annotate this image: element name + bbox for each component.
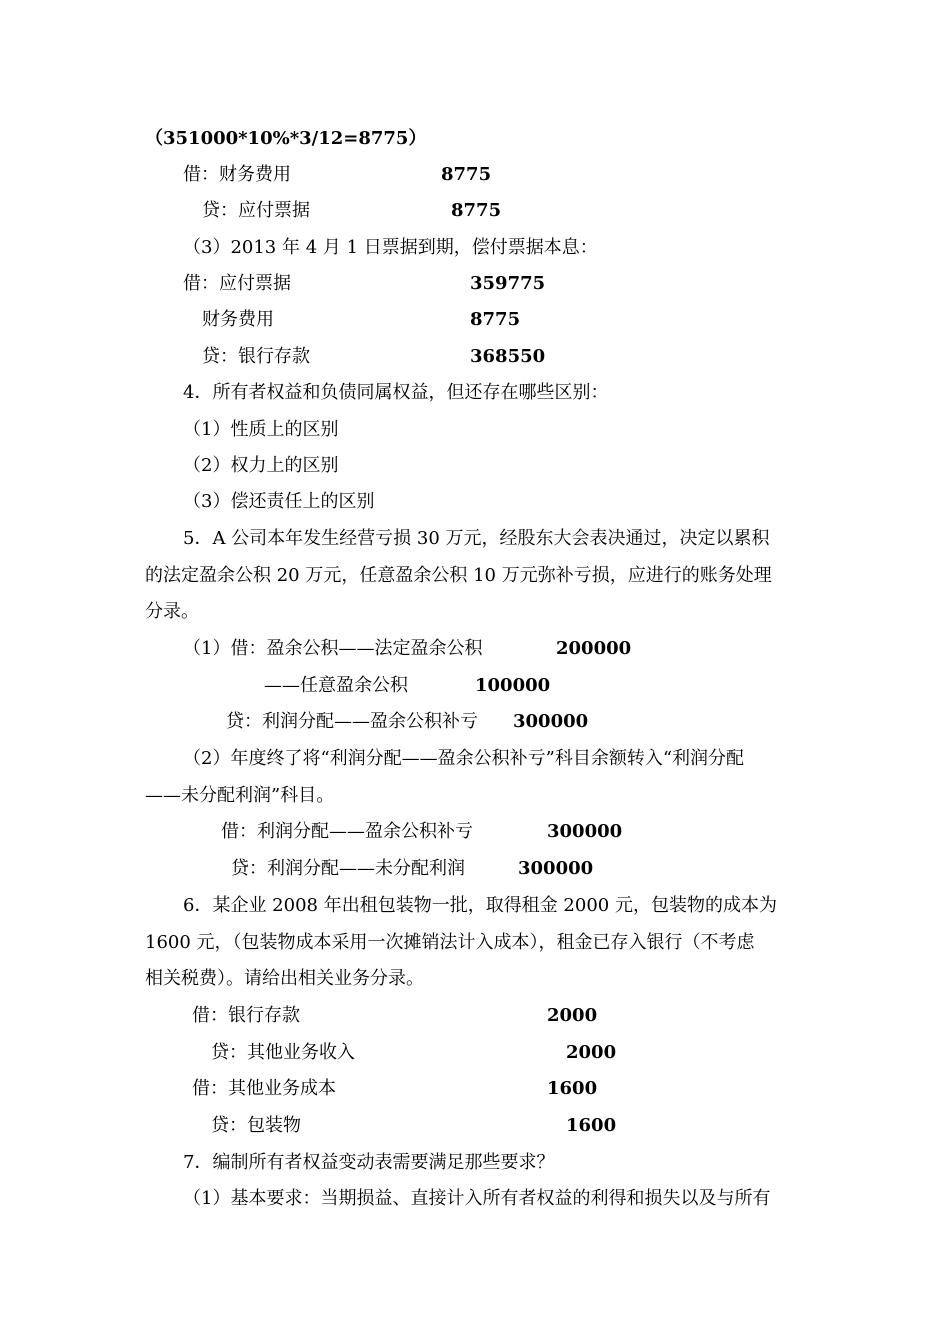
entry-credit-label: 贷：利润分配——未分配利润 bbox=[231, 858, 465, 879]
entry-debit-label: 借：其他业务成本 bbox=[192, 1078, 336, 1099]
entry-debit-label: 借：应付票据 bbox=[183, 273, 291, 294]
entry-credit-label: 贷：包装物 bbox=[211, 1115, 301, 1136]
entry-credit-amount: 300000 bbox=[518, 858, 594, 879]
entry-debit-amount: 8775 bbox=[470, 309, 521, 330]
question-heading: 7．编制所有者权益变动表需要满足那些要求？ bbox=[183, 1152, 555, 1173]
entry-debit-amount: 1600 bbox=[547, 1078, 598, 1099]
entry-debit-label: 财务费用 bbox=[202, 309, 274, 330]
entry-credit-amount: 2000 bbox=[566, 1042, 617, 1063]
entry-debit-amount: 2000 bbox=[547, 1005, 598, 1026]
entry-credit-label: 贷：应付票据 bbox=[202, 200, 310, 221]
list-item: （2）权力上的区别 bbox=[183, 455, 339, 476]
paragraph-line: 相关税费）。请给出相关业务分录。 bbox=[145, 968, 424, 989]
entry-credit-label: 贷：利润分配——盈余公积补亏 bbox=[226, 711, 478, 732]
question-heading: 6．某企业 2008 年出租包装物一批，取得租金 2000 元，包装物的成本为 bbox=[183, 895, 777, 916]
formula-line: （351000*10%*3/12=8775） bbox=[145, 128, 427, 149]
paragraph-line: （2）年度终了将“利润分配——盈余公积补亏”科目余额转入“利润分配 bbox=[183, 748, 745, 769]
entry-debit-amount: 300000 bbox=[547, 821, 623, 842]
entry-credit-amount: 8775 bbox=[451, 200, 502, 221]
paragraph-line: ——未分配利润”科目。 bbox=[145, 785, 335, 806]
entry-credit-amount: 368550 bbox=[470, 346, 546, 367]
paragraph-line: （1）基本要求：当期损益、直接计入所有者权益的利得和损失以及与所有 bbox=[183, 1188, 771, 1209]
list-item: （3）偿还责任上的区别 bbox=[183, 491, 375, 512]
paragraph-line: 的法定盈余公积 20 万元，任意盈余公积 10 万元弥补亏损，应进行的账务处理 bbox=[145, 565, 772, 586]
entry-credit-label: 贷：银行存款 bbox=[202, 346, 310, 367]
entry-debit-label: 借：财务费用 bbox=[183, 164, 291, 185]
entry-credit-label: 贷：其他业务收入 bbox=[211, 1042, 355, 1063]
paragraph-line: 1600 元，（包装物成本采用一次摊销法计入成本），租金已存入银行（不考虑 bbox=[145, 932, 755, 953]
entry-debit-label: 借：银行存款 bbox=[192, 1005, 300, 1026]
entry-debit-label: ——任意盈余公积 bbox=[264, 675, 408, 696]
entry-debit-amount: 8775 bbox=[441, 164, 492, 185]
paragraph-line: 分录。 bbox=[145, 601, 199, 622]
question-heading: 4．所有者权益和负债同属权益，但还存在哪些区别： bbox=[183, 382, 609, 403]
entry-credit-amount: 1600 bbox=[566, 1115, 617, 1136]
entry-credit-amount: 300000 bbox=[513, 711, 589, 732]
section-heading: （3）2013 年 4 月 1 日票据到期，偿付票据本息： bbox=[183, 237, 598, 258]
entry-debit-label: （1）借：盈余公积——法定盈余公积 bbox=[183, 638, 483, 659]
entry-debit-amount: 200000 bbox=[556, 638, 632, 659]
entry-debit-amount: 100000 bbox=[475, 675, 551, 696]
question-heading: 5．A 公司本年发生经营亏损 30 万元，经股东大会表决通过，决定以累积 bbox=[183, 528, 770, 549]
list-item: （1）性质上的区别 bbox=[183, 419, 339, 440]
entry-debit-amount: 359775 bbox=[470, 273, 546, 294]
entry-debit-label: 借：利润分配——盈余公积补亏 bbox=[221, 821, 473, 842]
